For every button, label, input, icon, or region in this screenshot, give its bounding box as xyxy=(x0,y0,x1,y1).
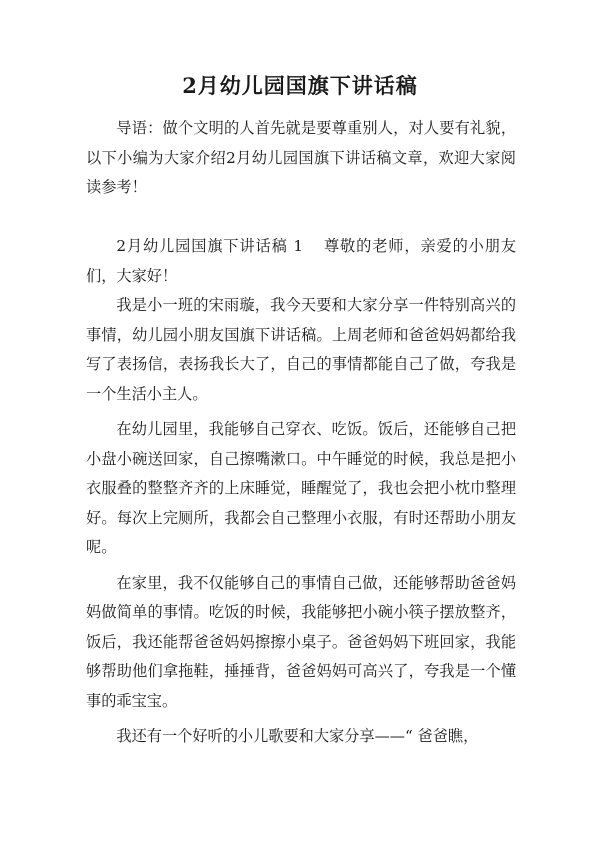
intro-paragraph: 导语：做个文明的人首先就是要尊重别人，对人要有礼貌，以下小编为大家介绍2月幼儿园国旗下讲话稿文章，欢迎大家阅读参考！ xyxy=(86,119,516,196)
body-paragraph: 我是小一班的宋雨璇，我今天要和大家分享一件特别高兴的事情，幼儿园小朋友国旗下讲话稿。上周老师和爸爸妈妈都给我写了表扬信，表扬我长大了，自己的事情都能自己了做，夸我是一个生活小主人。 xyxy=(86,296,516,403)
body-paragraph: 在幼儿园里，我能够自己穿衣、吃饭。饭后，还能够自己把小盘小碗送回家，自己擦嘴漱口。中午睡觉的时候，我总是把小衣服叠的整整齐齐的上床睡觉，睡醒觉了，我也会把小枕巾整理好。每次上完厕所，我都会自己整理小衣服，有时还帮助小朋友呢。 xyxy=(86,420,516,556)
document-body xyxy=(86,114,516,752)
speech-greeting: 尊敬的老师，亲爱的小朋友们，大家好！ xyxy=(86,237,517,285)
body-paragraph: 我还有一个好听的小儿歌要和大家分享——“ 爸爸瞧， xyxy=(116,727,479,745)
speech-title: 2月幼儿园国旗下讲话稿 1 xyxy=(116,237,304,255)
speech-heading-paragraph xyxy=(86,232,516,291)
document-title: 2月幼儿园国旗下讲话稿 xyxy=(182,73,418,98)
body-paragraph: 在家里，我不仅能够自己的事情自己做，还能够帮助爸爸妈妈做简单的事情。吃饭的时候，我能够把小碗小筷子摆放整齐，饭后，我还能帮爸爸妈妈擦擦小桌子。爸爸妈妈下班回家，我能够帮助他们拿拖鞋，捶捶背，爸爸妈妈可高兴了，夸我是一个懂事的乖宝宝。 xyxy=(86,573,516,710)
